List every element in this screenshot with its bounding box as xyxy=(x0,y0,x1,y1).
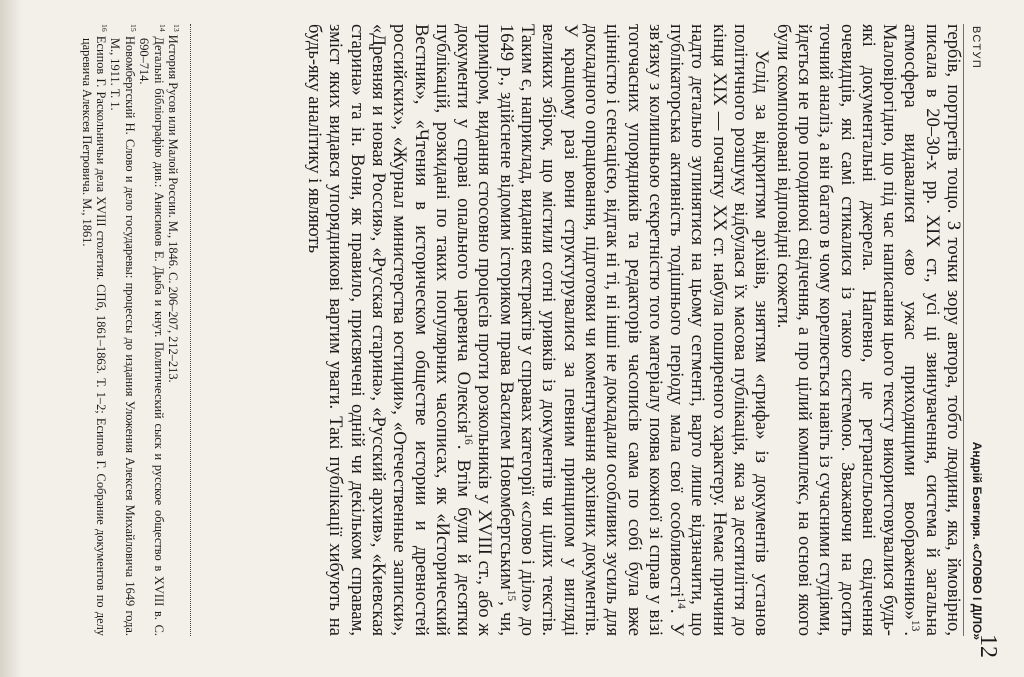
paragraph-text: . Маловірогідно, що під час написання цього тексту використовувалися будь-які документальні джерела. Напевно, це ретрансльовані свідчення очевидців, які самі стикалися із такою системою. Зважаючи на досить точний аналіз, а він багато в чому корелюється навіть із сучасними студіями, йдеться не про поодинокі свідчення, а про цілий комплекс, на основі якого були скомпоновані відповідні сюжети. xyxy=(772,24,922,636)
paragraph-text: Услід за відкриттям архівів, зняттям «грифа» із документів установ політичного розшуку відбулася їх масова публікація, яка за десятиліття до кінця XIX — початку XX ст. набула поширеного характеру. Немає причини надто детально зупинятися на цьому сегменті, варто лише відзначити, що публікаторська активність тодішнього періоду мала свої особливості xyxy=(666,24,773,636)
footnote-ref[interactable]: 16 xyxy=(462,433,475,445)
footnote-text: Есипов Г. Раскольничьи дела XVIII столетия. СПб, 1861–1863. Т. 1–2; Есипов Г. Собрание документов по делу царевича Алексея Петровича. М., 1861. xyxy=(79,35,108,636)
footnote-text: Новомбергский Н. Слово и дело государевы: процессы до издания Уложения Алексея Михайловича 1649 года. М., 1911. Т. 1. xyxy=(108,35,137,636)
footnote xyxy=(137,24,166,636)
section-title: ВСТУП xyxy=(970,26,982,70)
footnote-text: История Русов или Малой России. М., 1846. С. 206–207, 212–213. xyxy=(166,34,180,383)
footnote-ref[interactable]: 14 xyxy=(675,597,688,609)
paragraph-text: , чи, приміром, видання стосовно процесів проти розкольників у XVIII ст., або ж документи у справі опального царевича Олексія xyxy=(453,24,517,637)
footnote xyxy=(108,24,137,636)
footnote-number: 14 xyxy=(157,24,167,32)
footnote-separator xyxy=(190,24,191,636)
footnote-ref[interactable]: 15 xyxy=(504,589,517,602)
footnote-number: 13 xyxy=(172,24,182,32)
page-number: 12 xyxy=(975,634,1001,658)
footnote-text: Детальні бібліографію див.: Анисимов Е. Дыба и кнут. Политический сыск и русское общество в XVIII в. С. 690–714. xyxy=(137,36,166,636)
paragraph-text: гербів, портретів тощо. З точки зору автора, тобто людини, яка, ймовірно, писала в 20–30-х рр. XIX ст., усі ці звинувачення, система й загальна атмосфера видавалися «во ужас приходящими воображению» xyxy=(900,24,964,636)
footnote-number: 15 xyxy=(128,24,138,32)
paragraph xyxy=(772,24,964,636)
footnote xyxy=(79,24,108,636)
footnote-number: 16 xyxy=(100,24,110,32)
footnote-ref[interactable]: 13 xyxy=(909,619,922,632)
footnotes xyxy=(79,24,180,636)
paragraph-text: . Втім були й десятки публікацій, розкидані по таких популярних часописах, як «Исторический Вестник», «Чтения в историческом обществе истории и древностей российских», «Журнал министерства юстиции», «Отечественные записки», «Древняя и новая Россия», «Русская старина», «Русский архив», «Киевская старина» та ін. Вони, як правило, присвячені одній чи декільком справам, зміст яких видався упорядникові вартим уваги. Такі публікації хибують на будь-яку аналітику і являють xyxy=(304,24,475,636)
body-text xyxy=(304,24,964,636)
paragraph-text: . У зв'язку з колишньою секретністю того матеріалу поява кожної зі справ у візі тогочасних упорядників та редакторів часописів сама по собі була вже цінністю і сенсацією, відтак ні ті, ні інші не докладали особливих зусиль для докладного опрацювання, підготовки чи коментування архівних документів. У кращому разі вони структурувалися за певним принципом у вигляді великих збірок, що містили сотні уривків із документів чи цілих текстів. Таким є, наприклад, видання екстрактів у справах категорії «слово і діло» до 1649 р., здійснене відомим істориком права Василем Новомбергським xyxy=(495,24,688,636)
running-head: Андрій Бовгиря. «СЛОВО І ДІЛО» xyxy=(970,441,984,640)
paragraph xyxy=(304,24,773,636)
footnote xyxy=(166,24,180,636)
